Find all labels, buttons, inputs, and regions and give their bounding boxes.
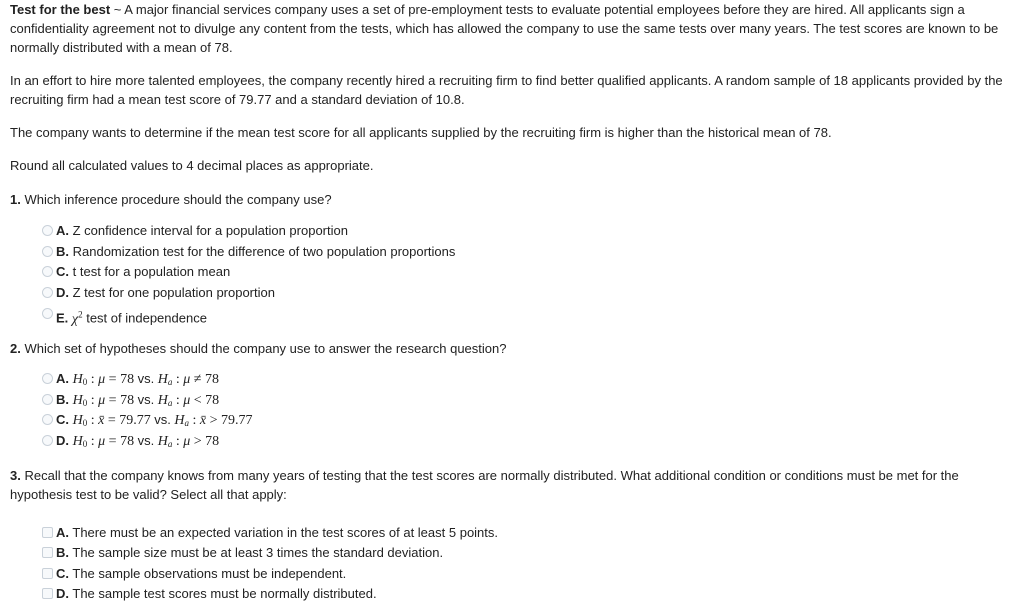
intro-text: A major financial services company uses a set of pre-employment tests to evaluate potential employees before they are hired. All applicants sign a confidentiality agreement not to divulge any content from the tests, which has allowed the company to use the same tests over many years. The test scores are known to be normally distributed with a mean of 78.: [10, 2, 999, 55]
alt-value: 79.77: [221, 413, 253, 428]
h0-subscript: 0: [82, 439, 88, 449]
option-letter: B.: [56, 545, 69, 560]
null-operator: =: [107, 413, 116, 428]
vs-label: vs.: [137, 371, 155, 386]
option-text: Z test for one population proportion: [72, 285, 275, 300]
h0-symbol: H: [72, 434, 83, 449]
checkbox[interactable]: [42, 568, 53, 579]
ha-symbol: H: [157, 372, 168, 387]
option-letter: D.: [56, 586, 69, 601]
alt-value: 78: [205, 393, 220, 408]
chi-squared-symbol: [71, 309, 83, 327]
research-question-paragraph: The company wants to determine if the mean test score for all applicants supplied by the recruiting firm is higher than the historical mean of 78.: [10, 125, 832, 140]
radio-button[interactable]: [42, 287, 53, 298]
radio-button[interactable]: [42, 266, 53, 277]
ha-symbol: H: [157, 434, 168, 449]
alt-parameter: μ: [183, 393, 191, 408]
question-1-text: Which inference procedure should the company use?: [24, 192, 332, 207]
checkbox[interactable]: [42, 547, 53, 558]
question-3-text: Recall that the company knows from many years of testing that the test scores are normally distributed. What additional condition or conditions must be met for the hypothesis test to be valid? Select all that apply:: [10, 468, 959, 502]
question-2: [10, 339, 1010, 358]
ha-subscript: a: [167, 398, 173, 408]
option-letter: C.: [56, 412, 69, 427]
option-letter: E.: [56, 310, 69, 326]
option-text: Randomization test for the difference of two population proportions: [72, 244, 456, 259]
intro-paragraph: [10, 0, 1010, 57]
option-text: test of independence: [86, 310, 207, 326]
null-value: 78: [120, 393, 135, 408]
radio-button[interactable]: [42, 414, 53, 425]
sample-paragraph: In an effort to hire more talented employees, the company recently hired a recruiting firm to find better qualified applicants. A random sample of 18 applicants provided by the recruiting firm had a mean test score of 79.77 and a standard deviation of 10.8.: [10, 73, 1003, 107]
option-letter: A.: [56, 371, 69, 386]
hypothesis-expression: $H_0$ : μ = 78 vs. $H_a$ : μ > 78: [72, 433, 220, 449]
null-parameter: μ: [98, 372, 106, 387]
radio-button[interactable]: [42, 246, 53, 257]
null-value: 78: [120, 372, 135, 387]
alt-parameter: μ: [183, 372, 191, 387]
radio-button[interactable]: [42, 435, 53, 446]
ha-subscript: a: [184, 418, 190, 428]
option-text: The sample size must be at least 3 times the standard deviation.: [72, 545, 444, 560]
null-value: 79.77: [119, 413, 151, 428]
null-parameter: μ: [98, 393, 106, 408]
option-letter: B.: [56, 392, 69, 407]
radio-button[interactable]: [42, 308, 53, 319]
ha-symbol: H: [174, 413, 185, 428]
alt-value: 78: [205, 434, 220, 449]
option-text: t test for a population mean: [72, 264, 231, 279]
question-3: [10, 466, 1010, 504]
null-value: 78: [120, 434, 135, 449]
option-letter: B.: [56, 244, 69, 259]
checkbox[interactable]: [42, 588, 53, 599]
h0-subscript: 0: [82, 398, 88, 408]
option-text: The sample observations must be independent.: [72, 566, 347, 581]
radio-button[interactable]: [42, 373, 53, 384]
radio-button[interactable]: [42, 394, 53, 405]
radio-button[interactable]: [42, 225, 53, 236]
ha-symbol: H: [157, 393, 168, 408]
vs-label: vs.: [137, 433, 155, 448]
option-text: There must be an expected variation in the test scores of at least 5 points.: [72, 525, 499, 540]
checkbox[interactable]: [42, 527, 53, 538]
hypothesis-expression: $H_0$ : x̄ = 79.77 vs. $H_a$ : x̄ > 79.77: [72, 412, 253, 428]
vs-label: vs.: [154, 412, 171, 427]
null-parameter: μ: [98, 434, 106, 449]
vs-label: vs.: [137, 392, 155, 407]
alt-operator: >: [193, 434, 202, 449]
null-operator: =: [108, 372, 117, 387]
h0-symbol: H: [72, 413, 83, 428]
question-2-text: Which set of hypotheses should the company use to answer the research question?: [24, 341, 507, 356]
h0-subscript: 0: [82, 377, 88, 387]
option-letter: D.: [56, 285, 69, 300]
h0-subscript: 0: [82, 418, 88, 428]
option-letter: A.: [56, 525, 69, 540]
question-2-number: 2.: [10, 341, 21, 356]
problem-title: Test for the best: [10, 2, 111, 17]
question-3-number: 3.: [10, 468, 21, 483]
alt-operator: >: [209, 413, 218, 428]
alt-operator: <: [193, 393, 202, 408]
hypothesis-expression: $H_0$ : μ = 78 vs. $H_a$ : μ ≠ 78: [72, 371, 219, 387]
h0-symbol: H: [72, 372, 83, 387]
question-1: [10, 190, 1010, 209]
null-operator: =: [108, 393, 117, 408]
ha-subscript: a: [167, 439, 173, 449]
chi-exponent: 2: [78, 309, 83, 319]
h0-symbol: H: [72, 393, 83, 408]
chi-symbol: χ: [71, 311, 79, 327]
option-letter: A.: [56, 223, 69, 238]
alt-parameter: μ: [183, 434, 191, 449]
option-text: Z confidence interval for a population proportion: [72, 223, 348, 238]
alt-parameter: x̄: [199, 413, 207, 428]
hypothesis-expression: $H_0$ : μ = 78 vs. $H_a$ : μ < 78: [72, 392, 220, 408]
question-1-number: 1.: [10, 192, 21, 207]
option-letter: D.: [56, 433, 69, 448]
option-text: The sample test scores must be normally distributed.: [72, 586, 377, 601]
rounding-instruction: Round all calculated values to 4 decimal places as appropriate.: [10, 158, 374, 173]
alt-operator: ≠: [193, 372, 202, 387]
null-parameter: x̄: [98, 413, 105, 428]
null-operator: =: [108, 434, 117, 449]
alt-value: 78: [204, 372, 219, 387]
option-letter: C.: [56, 264, 69, 279]
title-separator: ~: [113, 2, 122, 17]
option-letter: C.: [56, 566, 69, 581]
ha-subscript: a: [167, 377, 173, 387]
